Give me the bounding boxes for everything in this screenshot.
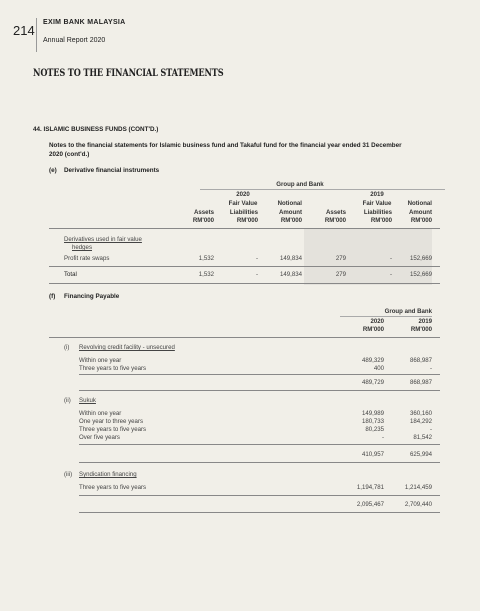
deriv-unit-3: RM'000	[280, 217, 302, 224]
deriv-group-rule	[200, 189, 445, 190]
fin-subtotal-rule-top	[79, 374, 440, 375]
subsection-label-e: (e)	[49, 167, 57, 174]
fin-group-num: (ii)	[64, 397, 71, 404]
deriv-year-2019: 2019	[370, 191, 384, 198]
deriv-col-assets-2019: Assets	[326, 209, 346, 216]
fin-row-2020: 180,733	[361, 418, 384, 425]
deriv-col-amount-2020: Amount	[278, 209, 302, 216]
fin-row-label: One year to three years	[79, 418, 144, 425]
deriv-row-value: 152,669	[409, 255, 432, 262]
fin-grand-total-rule-top	[79, 495, 440, 496]
deriv-total-label: Total	[64, 271, 77, 278]
deriv-year-2020: 2020	[236, 191, 250, 198]
notes-intro-line-1: Notes to the financial statements for Islamic business fund and Takaful fund for the financial year ended 31 December	[49, 142, 402, 149]
deriv-section-label-2: hedges	[72, 244, 92, 251]
fin-row-label: Within one year	[79, 357, 122, 364]
deriv-notional-2020: Notional	[277, 200, 302, 207]
notes-intro	[49, 141, 449, 159]
fin-row-2019: 184,292	[409, 418, 432, 425]
deriv-unit-5: RM'000	[370, 217, 392, 224]
page-number: 214	[13, 23, 35, 38]
fin-group-title: Sukuk	[79, 397, 96, 404]
page-title: NOTES TO THE FINANCIAL STATEMENTS	[33, 67, 224, 79]
fin-row-label: Three years to five years	[79, 426, 147, 433]
fin-subtotal-rule-top	[79, 444, 440, 445]
subsection-heading-derivatives: Derivative financial instruments	[64, 167, 160, 174]
deriv-fair-value-2019: Fair Value	[362, 200, 392, 207]
fin-subtotal-2020: 489,729	[361, 379, 384, 386]
deriv-row-value: -	[389, 255, 392, 262]
fin-subtotal-2019: 625,994	[409, 451, 432, 458]
fin-row-2020: 489,329	[361, 357, 384, 364]
deriv-section-label-1: Derivatives used in fair value	[64, 236, 142, 243]
deriv-total-value: -	[389, 271, 392, 278]
deriv-unit-4: RM'000	[324, 217, 346, 224]
fin-row-2019: 81,542	[413, 434, 432, 441]
fin-row-label: Within one year	[79, 410, 122, 417]
fin-subtotal-rule-bottom	[79, 462, 440, 463]
fin-group-title: Syndication financing	[79, 471, 137, 478]
deriv-row-value: 149,834	[279, 255, 302, 262]
deriv-group-label: Group and Bank	[276, 181, 324, 188]
fin-unit-2020: RM'000	[362, 326, 384, 333]
deriv-row-label: Profit rate swaps	[64, 255, 110, 262]
fin-row-2020: 80,235	[365, 426, 384, 433]
deriv-col-liabilities-2019: Liabilities	[363, 209, 392, 216]
fin-row-label: Three years to five years	[79, 365, 147, 372]
section-heading: 44. ISLAMIC BUSINESS FUNDS (CONT'D.)	[33, 126, 159, 133]
report-name: Annual Report 2020	[43, 37, 106, 44]
fin-year-2020: 2020	[370, 318, 384, 325]
fin-row-2019: 360,160	[409, 410, 432, 417]
deriv-unit-6: RM'000	[410, 217, 432, 224]
fin-group-num: (iii)	[64, 471, 73, 478]
fin-group-label: Group and Bank	[384, 308, 432, 315]
fin-grand-total-rule-bottom	[79, 512, 440, 513]
deriv-total-rule-bottom	[49, 283, 440, 284]
deriv-notional-2019: Notional	[407, 200, 432, 207]
deriv-col-liabilities-2020: Liabilities	[229, 209, 258, 216]
deriv-total-value: 149,834	[279, 271, 302, 278]
fin-row-label: Three years to five years	[79, 484, 147, 491]
fin-grand-total-2020: 2,095,467	[356, 501, 384, 508]
deriv-total-rule-top	[49, 266, 440, 267]
deriv-unit-2: RM'000	[236, 217, 258, 224]
deriv-total-value: 1,532	[198, 271, 214, 278]
fin-row-2020: 1,194,781	[356, 484, 384, 491]
fin-row-2019: -	[429, 426, 432, 433]
notes-intro-line-2: 2020 (cont'd.)	[49, 151, 90, 158]
deriv-row-value: 1,532	[198, 255, 214, 262]
deriv-row-value: 279	[335, 255, 346, 262]
header-divider	[36, 18, 37, 52]
fin-row-2019: 868,987	[409, 357, 432, 364]
fin-group-num: (i)	[64, 344, 70, 351]
subsection-label-f: (f)	[49, 293, 56, 300]
fin-row-2019: 1,214,459	[404, 484, 432, 491]
deriv-total-value: -	[255, 271, 258, 278]
deriv-unit-1: RM'000	[192, 217, 214, 224]
fin-row-label: Over five years	[79, 434, 120, 441]
deriv-total-value: 152,669	[409, 271, 432, 278]
fin-header-rule	[49, 337, 440, 338]
fin-row-2020: -	[381, 434, 384, 441]
deriv-col-assets-2020: Assets	[194, 209, 214, 216]
fin-row-2019: -	[429, 365, 432, 372]
fin-subtotal-rule-bottom	[79, 390, 440, 391]
subsection-heading-financing: Financing Payable	[64, 293, 120, 300]
fin-group-rule	[340, 316, 432, 317]
deriv-col-amount-2019: Amount	[408, 209, 432, 216]
bank-name: EXIM BANK MALAYSIA	[43, 19, 126, 26]
deriv-total-value: 279	[335, 271, 346, 278]
fin-grand-total-2019: 2,709,440	[404, 501, 432, 508]
fin-subtotal-2019: 868,987	[409, 379, 432, 386]
deriv-fair-value-2020: Fair Value	[228, 200, 258, 207]
fin-unit-2019: RM'000	[410, 326, 432, 333]
deriv-row-value: -	[255, 255, 258, 262]
fin-row-2020: 149,989	[361, 410, 384, 417]
fin-group-title: Revolving credit facility - unsecured	[79, 344, 175, 351]
fin-year-2019: 2019	[418, 318, 432, 325]
fin-row-2020: 400	[373, 365, 384, 372]
fin-subtotal-2020: 410,957	[361, 451, 384, 458]
